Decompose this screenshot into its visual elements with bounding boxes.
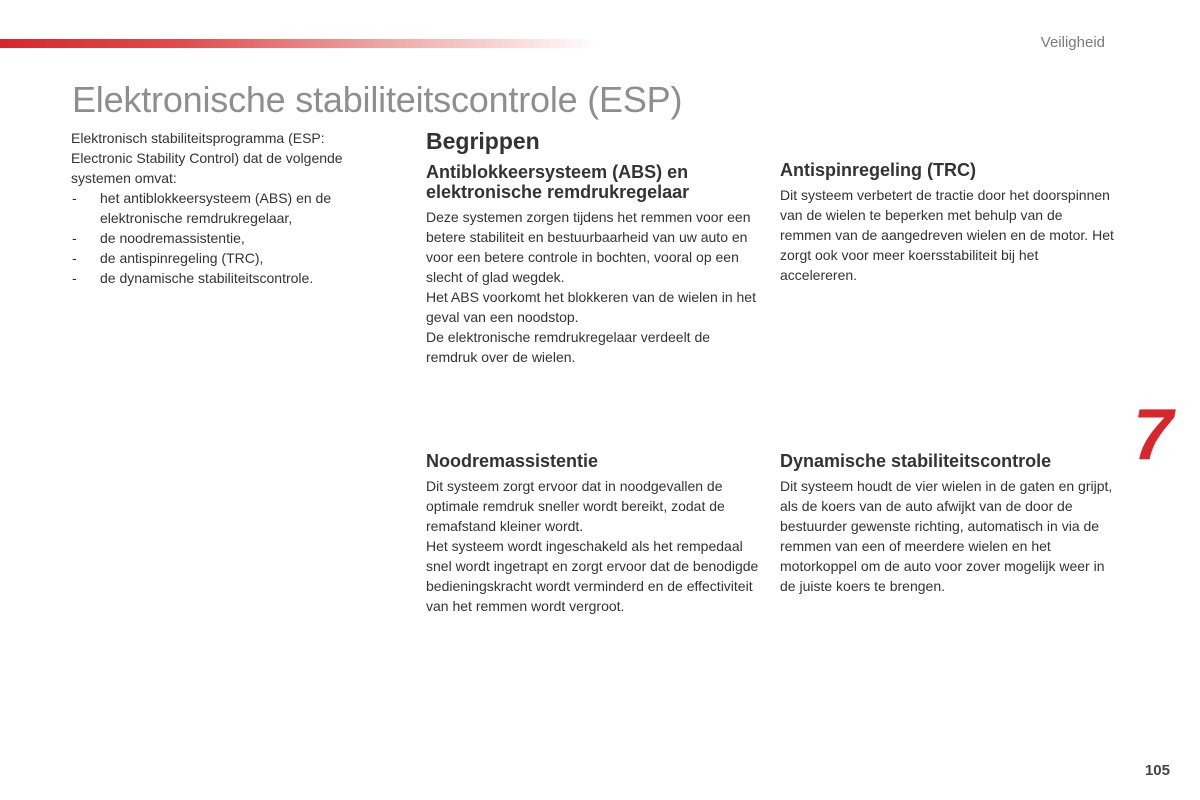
list-item: - de antispinregeling (TRC),	[72, 250, 264, 266]
abs-paragraph: Het ABS voorkomt het blokkeren van de wielen in het geval van een noodstop.	[426, 289, 756, 325]
abs-paragraph: Deze systemen zorgen tijdens het remmen voor een betere stabiliteit en bestuurbaarheid van uw auto en voor een betere controle in bochten, vooral op een slecht of glad wegdek.	[426, 209, 751, 285]
list-bullet: -	[72, 230, 77, 246]
page-number: 105	[1144, 762, 1170, 779]
list-item: - de noodremassistentie,	[72, 230, 245, 246]
list-item: - de dynamische stabiliteitscontrole.	[72, 270, 314, 286]
trc-section	[780, 160, 1115, 285]
abs-paragraph: De elektronische remdrukregelaar verdeelt de remdruk over de wielen.	[426, 329, 711, 365]
brake-assist-heading: Noodremassistentie	[426, 451, 599, 471]
intro-text: Elektronisch stabiliteitsprogramma (ESP: Electronic Stability Control) dat de volgende systemen omvat:	[71, 130, 343, 186]
abs-heading: Antiblokkeersysteem (ABS) en elektronische remdrukregelaar	[426, 162, 690, 202]
dsc-heading: Dynamische stabiliteitscontrole	[780, 451, 1052, 471]
systems-list	[71, 188, 371, 288]
brake-assist-paragraph: Dit systeem zorgt ervoor dat in noodgevallen de optimale remdruk sneller wordt bereikt, zodat de remafstand kleiner wordt.	[426, 478, 725, 534]
list-bullet: -	[72, 190, 77, 206]
trc-heading: Antispinregeling (TRC)	[780, 160, 976, 180]
section-label: Veiligheid	[1040, 34, 1105, 51]
dsc-paragraph: Dit systeem houdt de vier wielen in de gaten en grijpt, als de koers van de auto afwijkt van de door de bestuurder gewenste richting, automatisch in via de remmen van een of meerdere wielen en het motorkoppel om de auto voor zover mogelijk weer in de juiste koers te brengen.	[780, 478, 1113, 594]
intro-column	[71, 128, 371, 288]
list-bullet: -	[72, 250, 77, 266]
list-bullet: -	[72, 270, 77, 286]
page-title: Elektronische stabiliteitscontrole (ESP)	[72, 79, 683, 120]
trc-paragraph: Dit systeem verbetert de tractie door het doorspinnen van de wielen te beperken met behulp van de remmen van de aangedreven wielen en de motor. Het zorgt ook voor meer koersstabiliteit bij het accelereren.	[780, 187, 1114, 283]
concepts-heading: Begrippen	[426, 128, 540, 154]
chapter-number: 7	[1133, 395, 1174, 475]
header-accent-bar	[0, 39, 600, 48]
dsc-section	[780, 451, 1115, 596]
list-item: - het antiblokkeersysteem (ABS) en de elektronische remdrukregelaar,	[72, 190, 332, 226]
abs-section	[426, 128, 761, 367]
brake-assist-section	[426, 451, 761, 616]
brake-assist-paragraph: Het systeem wordt ingeschakeld als het rempedaal snel wordt ingetrapt en zorgt ervoor dat de benodigde bedieningskracht wordt verminderd en de effectiviteit van het remmen wordt vergroot.	[426, 538, 759, 614]
